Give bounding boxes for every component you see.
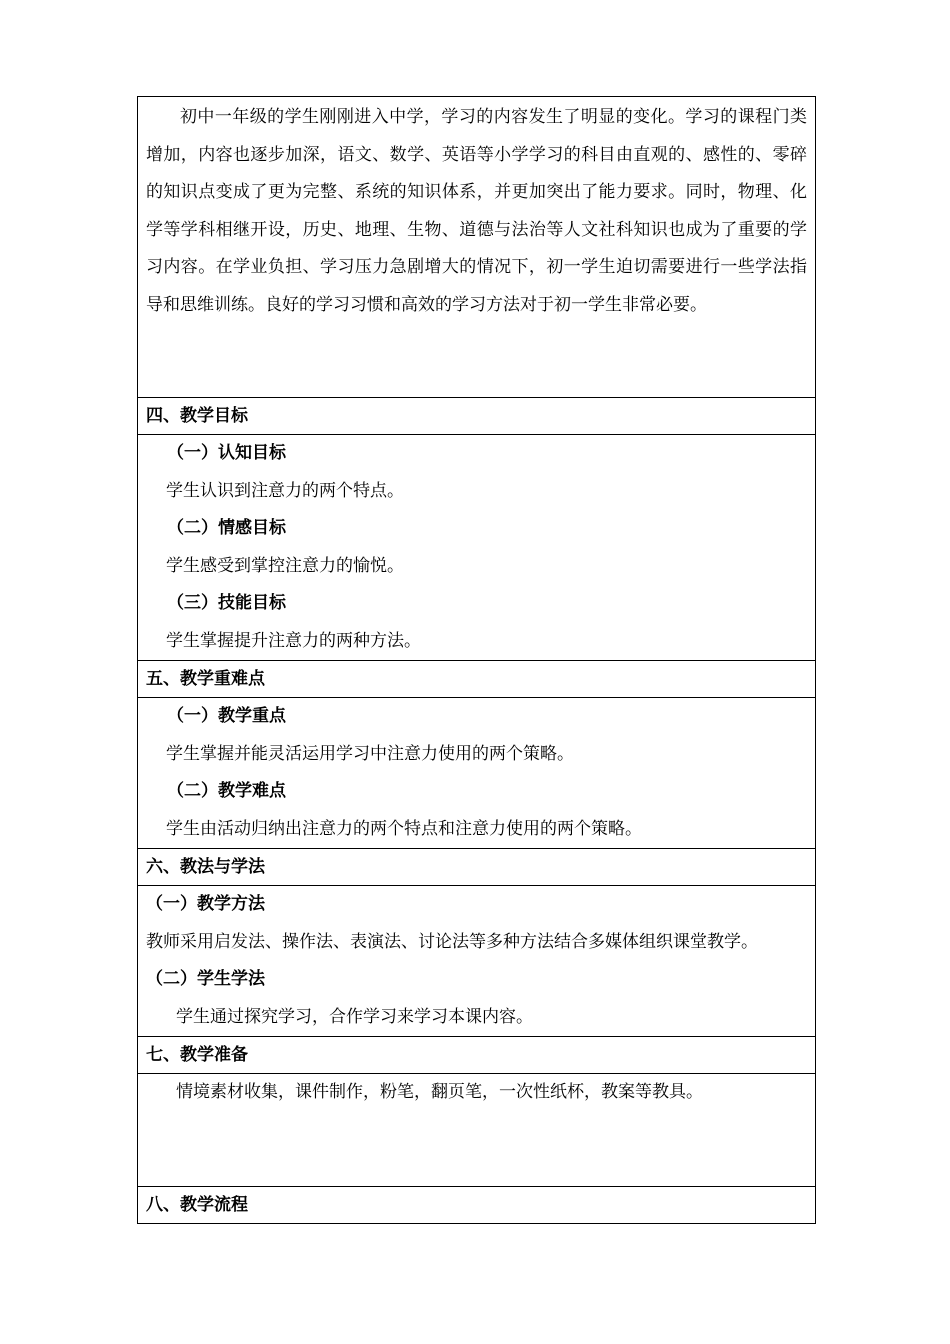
objective-emotional-heading: （二）情感目标 [167, 518, 286, 538]
section-5-title: 五、教学重难点 [138, 661, 816, 698]
lesson-plan-document [137, 96, 816, 1224]
section-6-header-row [138, 849, 816, 886]
section-8-header-row [138, 1187, 816, 1224]
section-6-body [138, 886, 816, 1037]
learning-method-text: 学生通过探究学习，合作学习来学习本课内容。 [176, 1006, 533, 1027]
key-point-text: 学生掌握并能灵活运用学习中注意力使用的两个策略。 [166, 743, 574, 764]
preparation-text: 情境素材收集，课件制作，粉笔，翻页笔，一次性纸杯，教案等教具。 [176, 1082, 703, 1102]
section-5-header-row [138, 661, 816, 698]
section-5-body-row [138, 698, 816, 849]
section-7-body-row [138, 1074, 816, 1187]
intro-row [138, 97, 816, 398]
section-4-title: 四、教学目标 [138, 398, 816, 435]
key-point-heading: （一）教学重点 [167, 706, 286, 726]
objective-cognitive-heading: （一）认知目标 [167, 443, 286, 463]
section-5-body [138, 698, 816, 849]
section-4-header-row [138, 398, 816, 435]
teaching-method-heading: （一）教学方法 [146, 894, 265, 914]
teaching-method-text: 教师采用启发法、操作法、表演法、讨论法等多种方法结合多媒体组织课堂教学。 [146, 931, 758, 952]
objective-emotional-text: 学生感受到掌控注意力的愉悦。 [166, 555, 404, 576]
difficulty-text: 学生由活动归纳出注意力的两个特点和注意力使用的两个策略。 [166, 818, 642, 839]
lesson-plan-table [137, 96, 816, 1224]
section-6-title: 六、教法与学法 [138, 849, 816, 886]
section-6-body-row [138, 886, 816, 1037]
section-4-body [138, 435, 816, 661]
section-8-title: 八、教学流程 [138, 1187, 816, 1224]
learning-method-heading: （二）学生学法 [146, 969, 265, 989]
intro-paragraph: 初中一年级的学生刚刚进入中学，学习的内容发生了明显的变化。学习的课程门类增加，内容也逐步加深，语文、数学、英语等小学学习的科目由直观的、感性的、零碎的知识点变成了更为完整、系统的知识体系，并更加突出了能力要求。同时，物理、化学等学科相继开设，历史、地理、生物、道德与法治等人文社科知识也成为了重要的学习内容。在学业负担、学习压力急剧增大的情况下，初一学生迫切需要进行一些学法指导和思维训练。良好的学习习惯和高效的学习方法对于初一学生非常必要。 [146, 107, 807, 315]
objective-skill-text: 学生掌握提升注意力的两种方法。 [166, 630, 421, 651]
difficulty-heading: （二）教学难点 [167, 781, 286, 801]
section-7-header-row [138, 1037, 816, 1074]
section-7-title: 七、教学准备 [138, 1037, 816, 1074]
intro-cell [138, 97, 816, 398]
objective-skill-heading: （三）技能目标 [167, 593, 286, 613]
objective-cognitive-text: 学生认识到注意力的两个特点。 [166, 480, 404, 501]
section-4-body-row [138, 435, 816, 661]
section-7-body [138, 1074, 816, 1187]
